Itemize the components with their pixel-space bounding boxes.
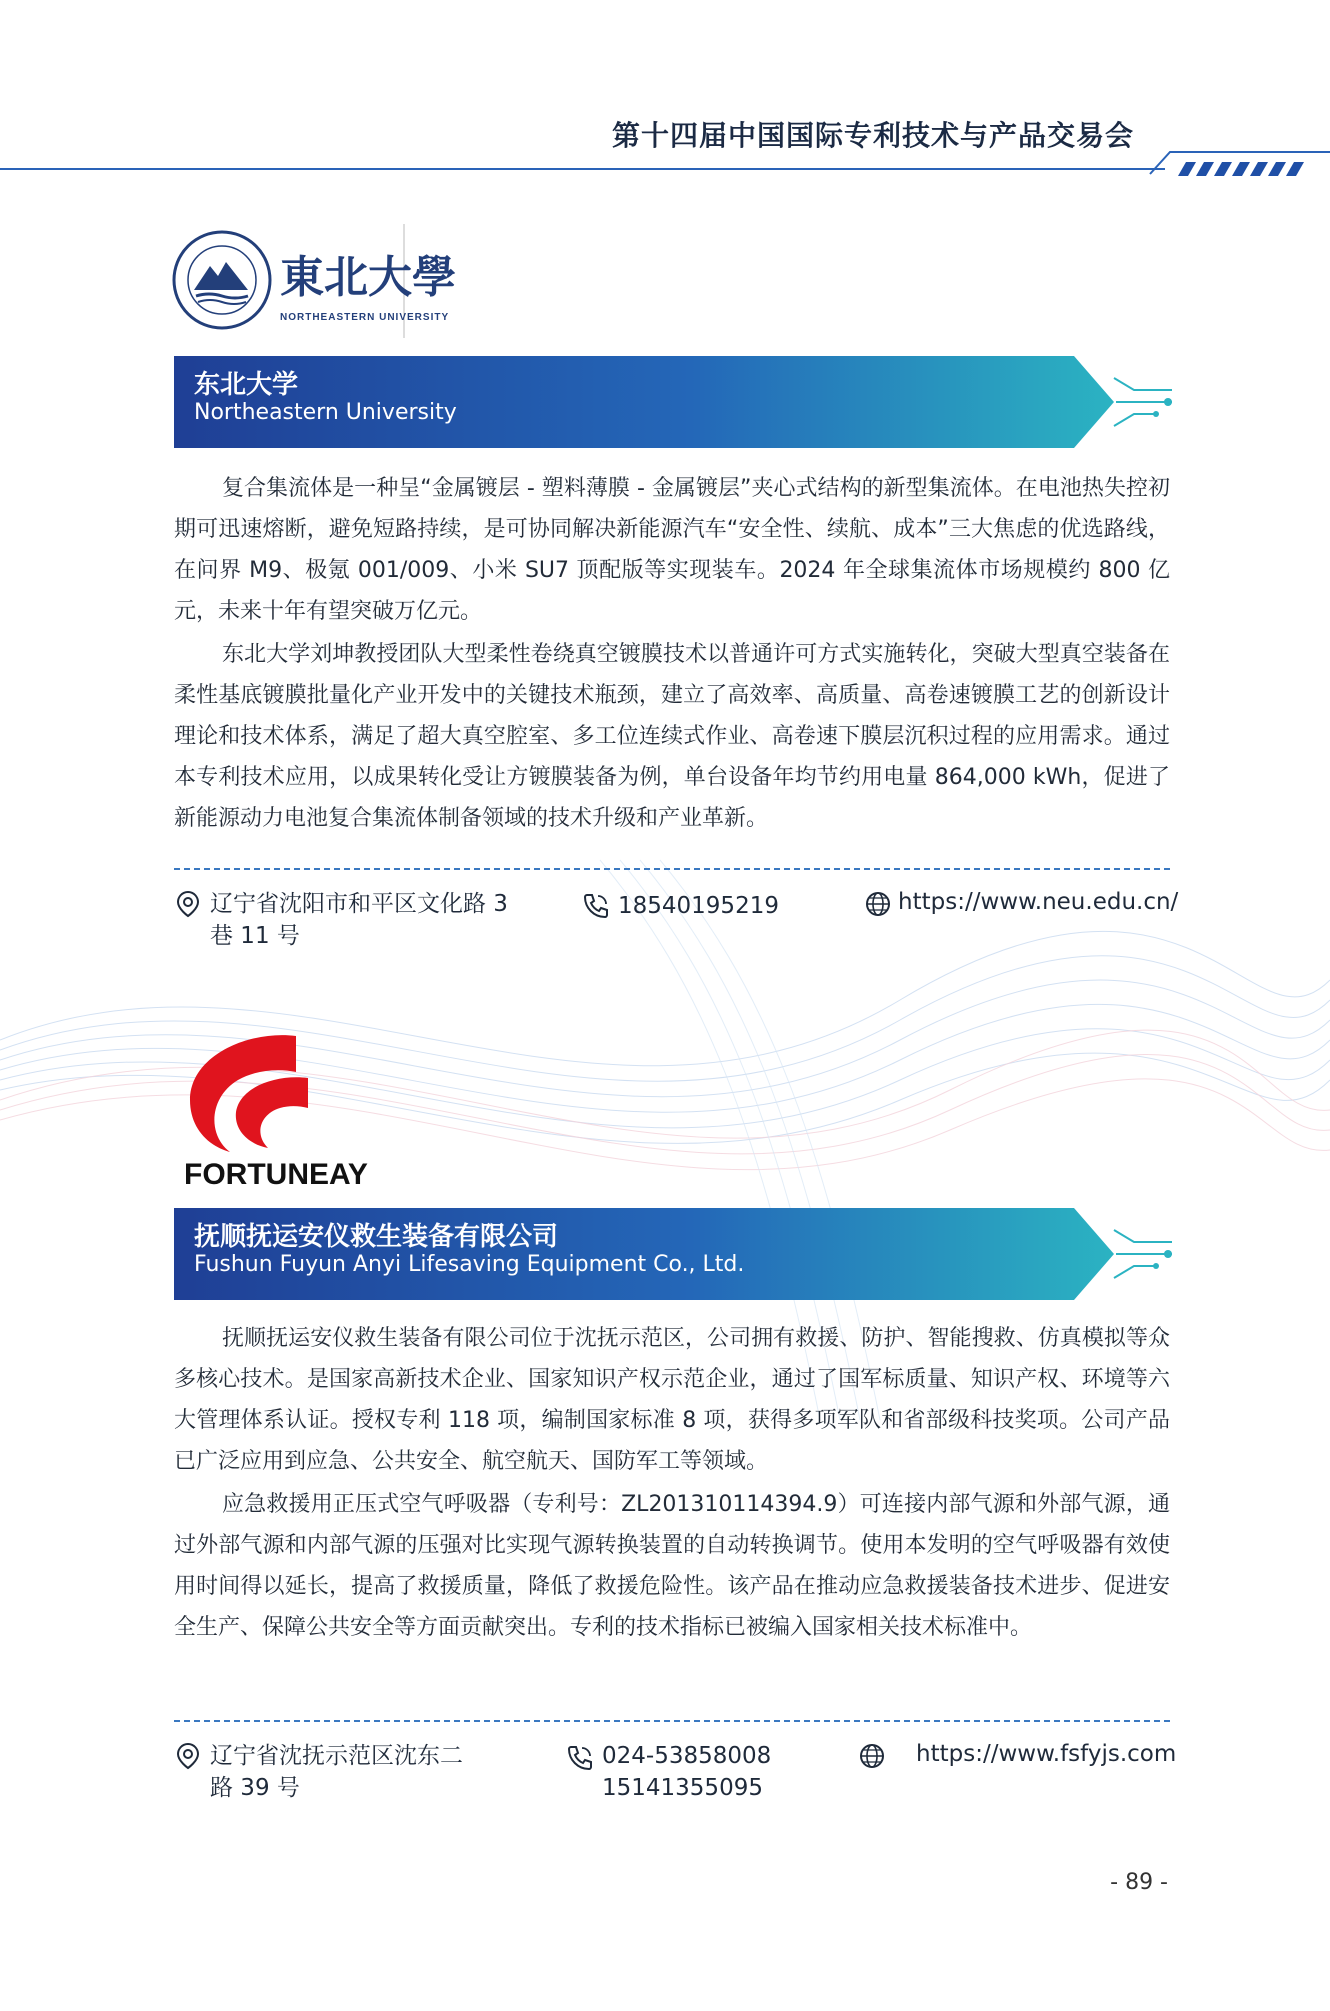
address-line-2: 路 39 号 (210, 1775, 300, 1801)
location-pin-icon (174, 1742, 202, 1770)
address-line-1: 辽宁省沈阳市和平区文化路 3 (210, 891, 508, 917)
fortuneay-logo-wordmark: FORTUNEAY (184, 1158, 368, 1191)
company-name-en: Northeastern University (194, 400, 457, 425)
description-paragraph: 复合集流体是一种呈“金属镀层 - 塑料薄膜 - 金属镀层”夹心式结构的新型集流体。在电池热失控初期可迅速熔断，避免短路持续，是可协同解决新能源汽车“安全性、续航、成本”三大焦虑的优选路线，在问界 M9、极氪 001/009、小米 SU7 顶配版等实现装车。2024 年全球集流体市场规模约 800 亿元，未来十年有望突破万亿元。 (174, 476, 1170, 624)
neu-logo-en-mark: NORTHEASTERN UNIVERSITY (280, 312, 450, 323)
phone-number[interactable]: 15141355095 (602, 1775, 763, 1801)
phone-icon (566, 1744, 594, 1772)
location-pin-icon (174, 890, 202, 918)
globe-icon (864, 890, 892, 918)
description-paragraph: 抚顺抚运安仪救生装备有限公司位于沈抚示范区，公司拥有救援、防护、智能搜救、仿真模拟等众多核心技术。是国家高新技术企业、国家知识产权示范企业，通过了国军标质量、知识产权、环境等六大管理体系认证。授权专利 118 项，编制国家标准 8 项，获得多项军队和省部级科技奖项。公司产品已广泛应用到应急、公共安全、航空航天、国防军工等领域。 (174, 1326, 1170, 1474)
phone-number[interactable]: 18540195219 (618, 893, 779, 919)
section-banner-neu (174, 356, 1172, 448)
address-line-1: 辽宁省沈抚示范区沈东二 (210, 1743, 463, 1769)
neu-logo (172, 222, 456, 340)
phone-number[interactable]: 024-53858008 (602, 1743, 772, 1769)
website-link[interactable]: https://www.neu.edu.cn/ (898, 889, 1179, 915)
contact-divider (174, 1720, 1170, 1722)
address-line-2: 巷 11 号 (210, 923, 300, 949)
company-name-cn: 东北大学 (194, 370, 299, 400)
fortuneay-logo (178, 1028, 368, 1191)
page-number: - 89 - (1110, 1870, 1168, 1895)
contact-divider (174, 868, 1170, 870)
phone-icon (582, 892, 610, 920)
globe-icon (858, 1742, 886, 1770)
header-rule (0, 168, 1165, 170)
company-name-en: Fushun Fuyun Anyi Lifesaving Equipment Co., Ltd. (194, 1252, 745, 1277)
neu-logo-cn-mark: 東北大學 (280, 252, 456, 303)
website-link[interactable]: https://www.fsfyjs.com (916, 1741, 1177, 1767)
section-banner-fortuneay (174, 1208, 1172, 1300)
description-paragraph: 应急救援用正压式空气呼吸器（专利号：ZL201310114394.9）可连接内部气源和外部气源，通过外部气源和内部气源的压强对比实现气源转换装置的自动转换调节。使用本发明的空气呼吸器有效使用时间得以延长，提高了救援质量，降低了救援危险性。该产品在推动应急救援装备技术进步、促进安全生产、保障公共安全等方面贡献突出。专利的技术指标已被编入国家相关技术标准中。 (174, 1492, 1170, 1640)
description-paragraph: 东北大学刘坤教授团队大型柔性卷绕真空镀膜技术以普通许可方式实施转化，突破大型真空装备在柔性基底镀膜批量化产业开发中的关键技术瓶颈，建立了高效率、高质量、高卷速镀膜工艺的创新设计理论和技术体系，满足了超大真空腔室、多工位连续式作业、高卷速下膜层沉积过程的应用需求。通过本专利技术应用，以成果转化受让方镀膜装备为例，单台设备年均节约用电量 864,000 kWh，促进了新能源动力电池复合集流体制备领域的技术升级和产业革新。 (174, 642, 1170, 831)
page-header-title: 第十四届中国国际专利技术与产品交易会 (611, 119, 1134, 152)
header-stripe-decoration (1150, 140, 1330, 180)
company-name-cn: 抚顺抚运安仪救生装备有限公司 (194, 1222, 559, 1252)
